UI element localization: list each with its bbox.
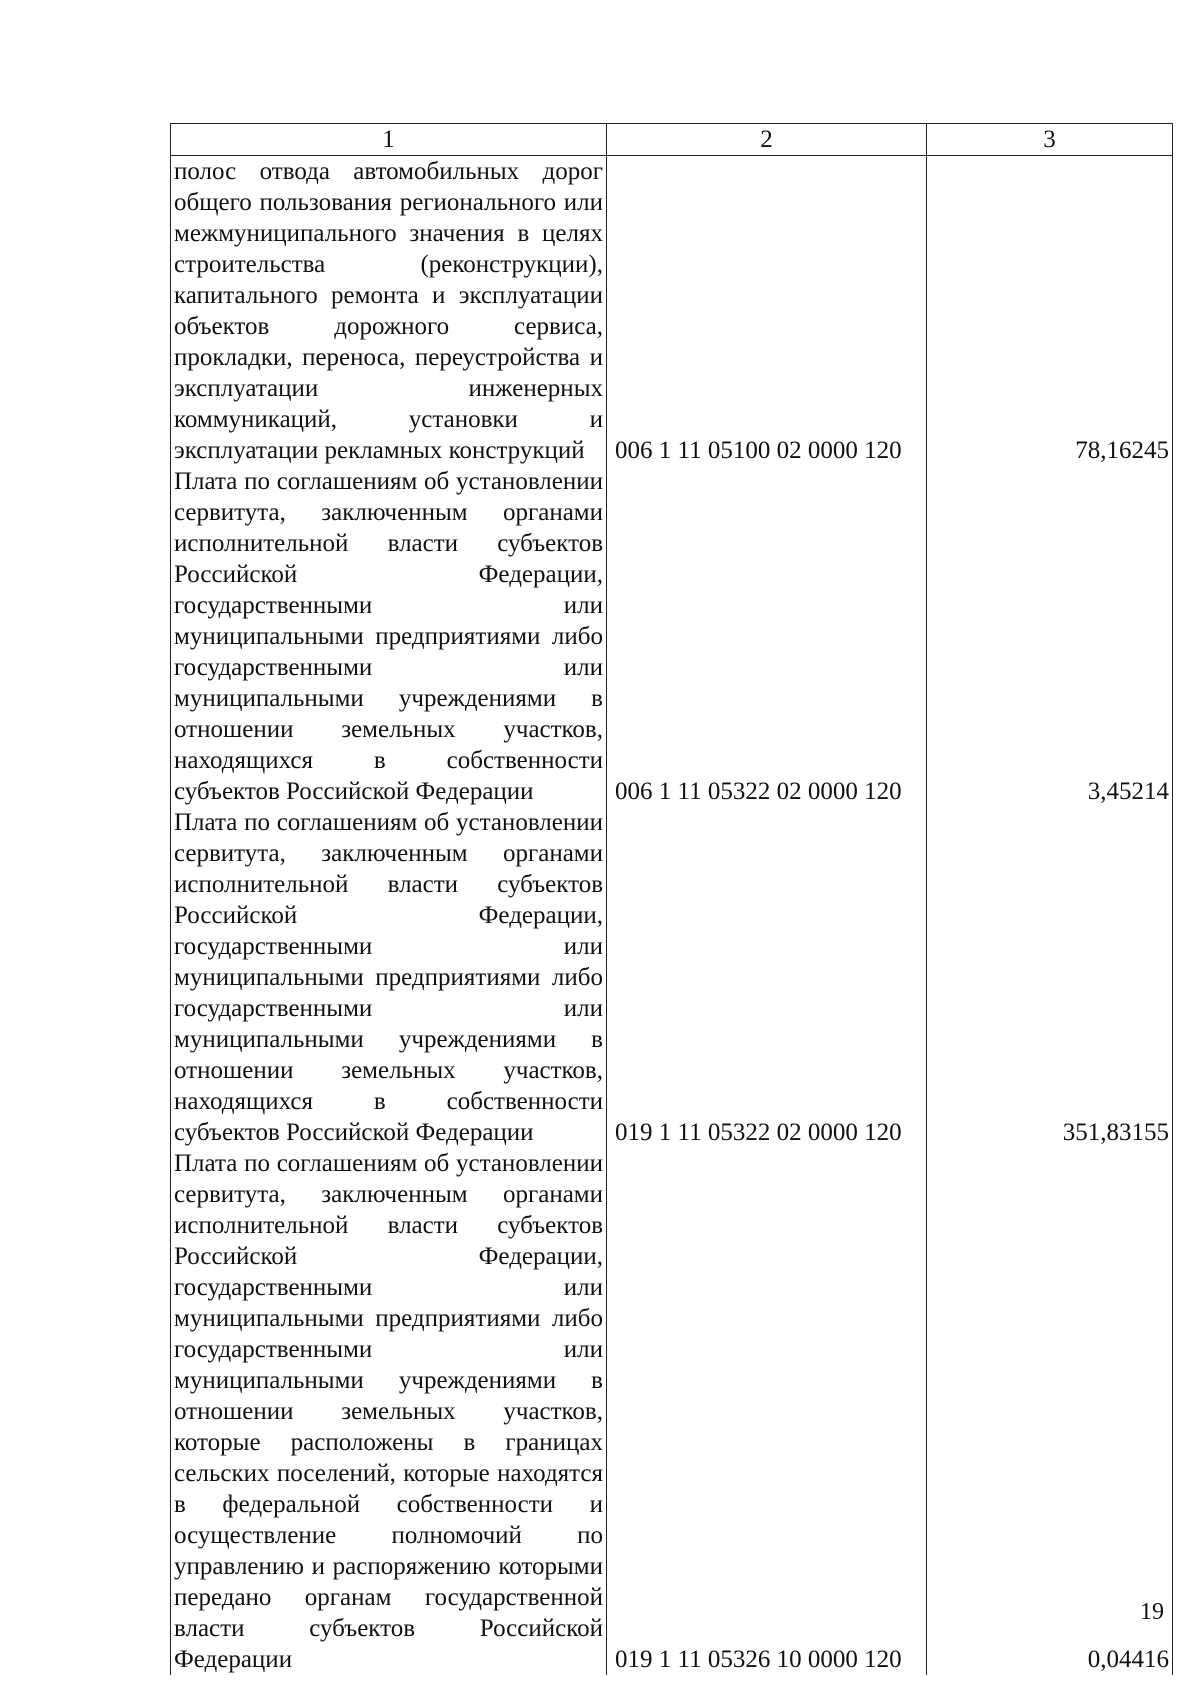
row-amount: 0,04416 bbox=[927, 1148, 1173, 1675]
row-amount: 3,45214 bbox=[927, 466, 1173, 807]
row-name: Плата по соглашениям об установлении сервитута, заключенным органами исполнительной власти субъектов Российской Федерации, государственными или муниципальными предприятиями либо государственными или муниципальными учреждениями в отношении земельных участков, которые расположены в границах сельских поселений, которые находятся в федеральной собственности и осуществление полномочий по управлению и распоряжению которыми передано органам государственной власти субъектов Российской Федерации bbox=[171, 1148, 607, 1675]
column-header-3: 3 bbox=[927, 124, 1173, 156]
row-code: 006 1 11 05100 02 0000 120 bbox=[607, 156, 927, 467]
revenue-table bbox=[170, 123, 1173, 1675]
table-row bbox=[171, 1148, 1173, 1675]
table-row bbox=[171, 156, 1173, 467]
row-code: 019 1 11 05322 02 0000 120 bbox=[607, 807, 927, 1148]
row-code: 019 1 11 05326 10 0000 120 bbox=[607, 1148, 927, 1675]
row-name: полос отвода автомобильных дорог общего пользования регионального или межмуниципального значения в целях строительства (реконструкции), капитального ремонта и эксплуатации объектов дорожного сервиса, прокладки, переноса, переустройства и эксплуатации инженерных коммуникаций, установки и эксплуатации рекламных конструкций bbox=[171, 156, 607, 467]
column-header-2: 2 bbox=[607, 124, 927, 156]
table-row bbox=[171, 807, 1173, 1148]
row-amount: 78,16245 bbox=[927, 156, 1173, 467]
row-name: Плата по соглашениям об установлении сервитута, заключенным органами исполнительной власти субъектов Российской Федерации, государственными или муниципальными предприятиями либо государственными или муниципальными учреждениями в отношении земельных участков, находящихся в собственности субъектов Российской Федерации bbox=[171, 466, 607, 807]
row-amount: 351,83155 bbox=[927, 807, 1173, 1148]
table-row bbox=[171, 466, 1173, 807]
row-name: Плата по соглашениям об установлении сервитута, заключенным органами исполнительной власти субъектов Российской Федерации, государственными или муниципальными предприятиями либо государственными или муниципальными учреждениями в отношении земельных участков, находящихся в собственности субъектов Российской Федерации bbox=[171, 807, 607, 1148]
column-header-1: 1 bbox=[171, 124, 607, 156]
row-code: 006 1 11 05322 02 0000 120 bbox=[607, 466, 927, 807]
table-header-row bbox=[171, 124, 1173, 156]
page-number: 19 bbox=[1140, 1599, 1164, 1625]
